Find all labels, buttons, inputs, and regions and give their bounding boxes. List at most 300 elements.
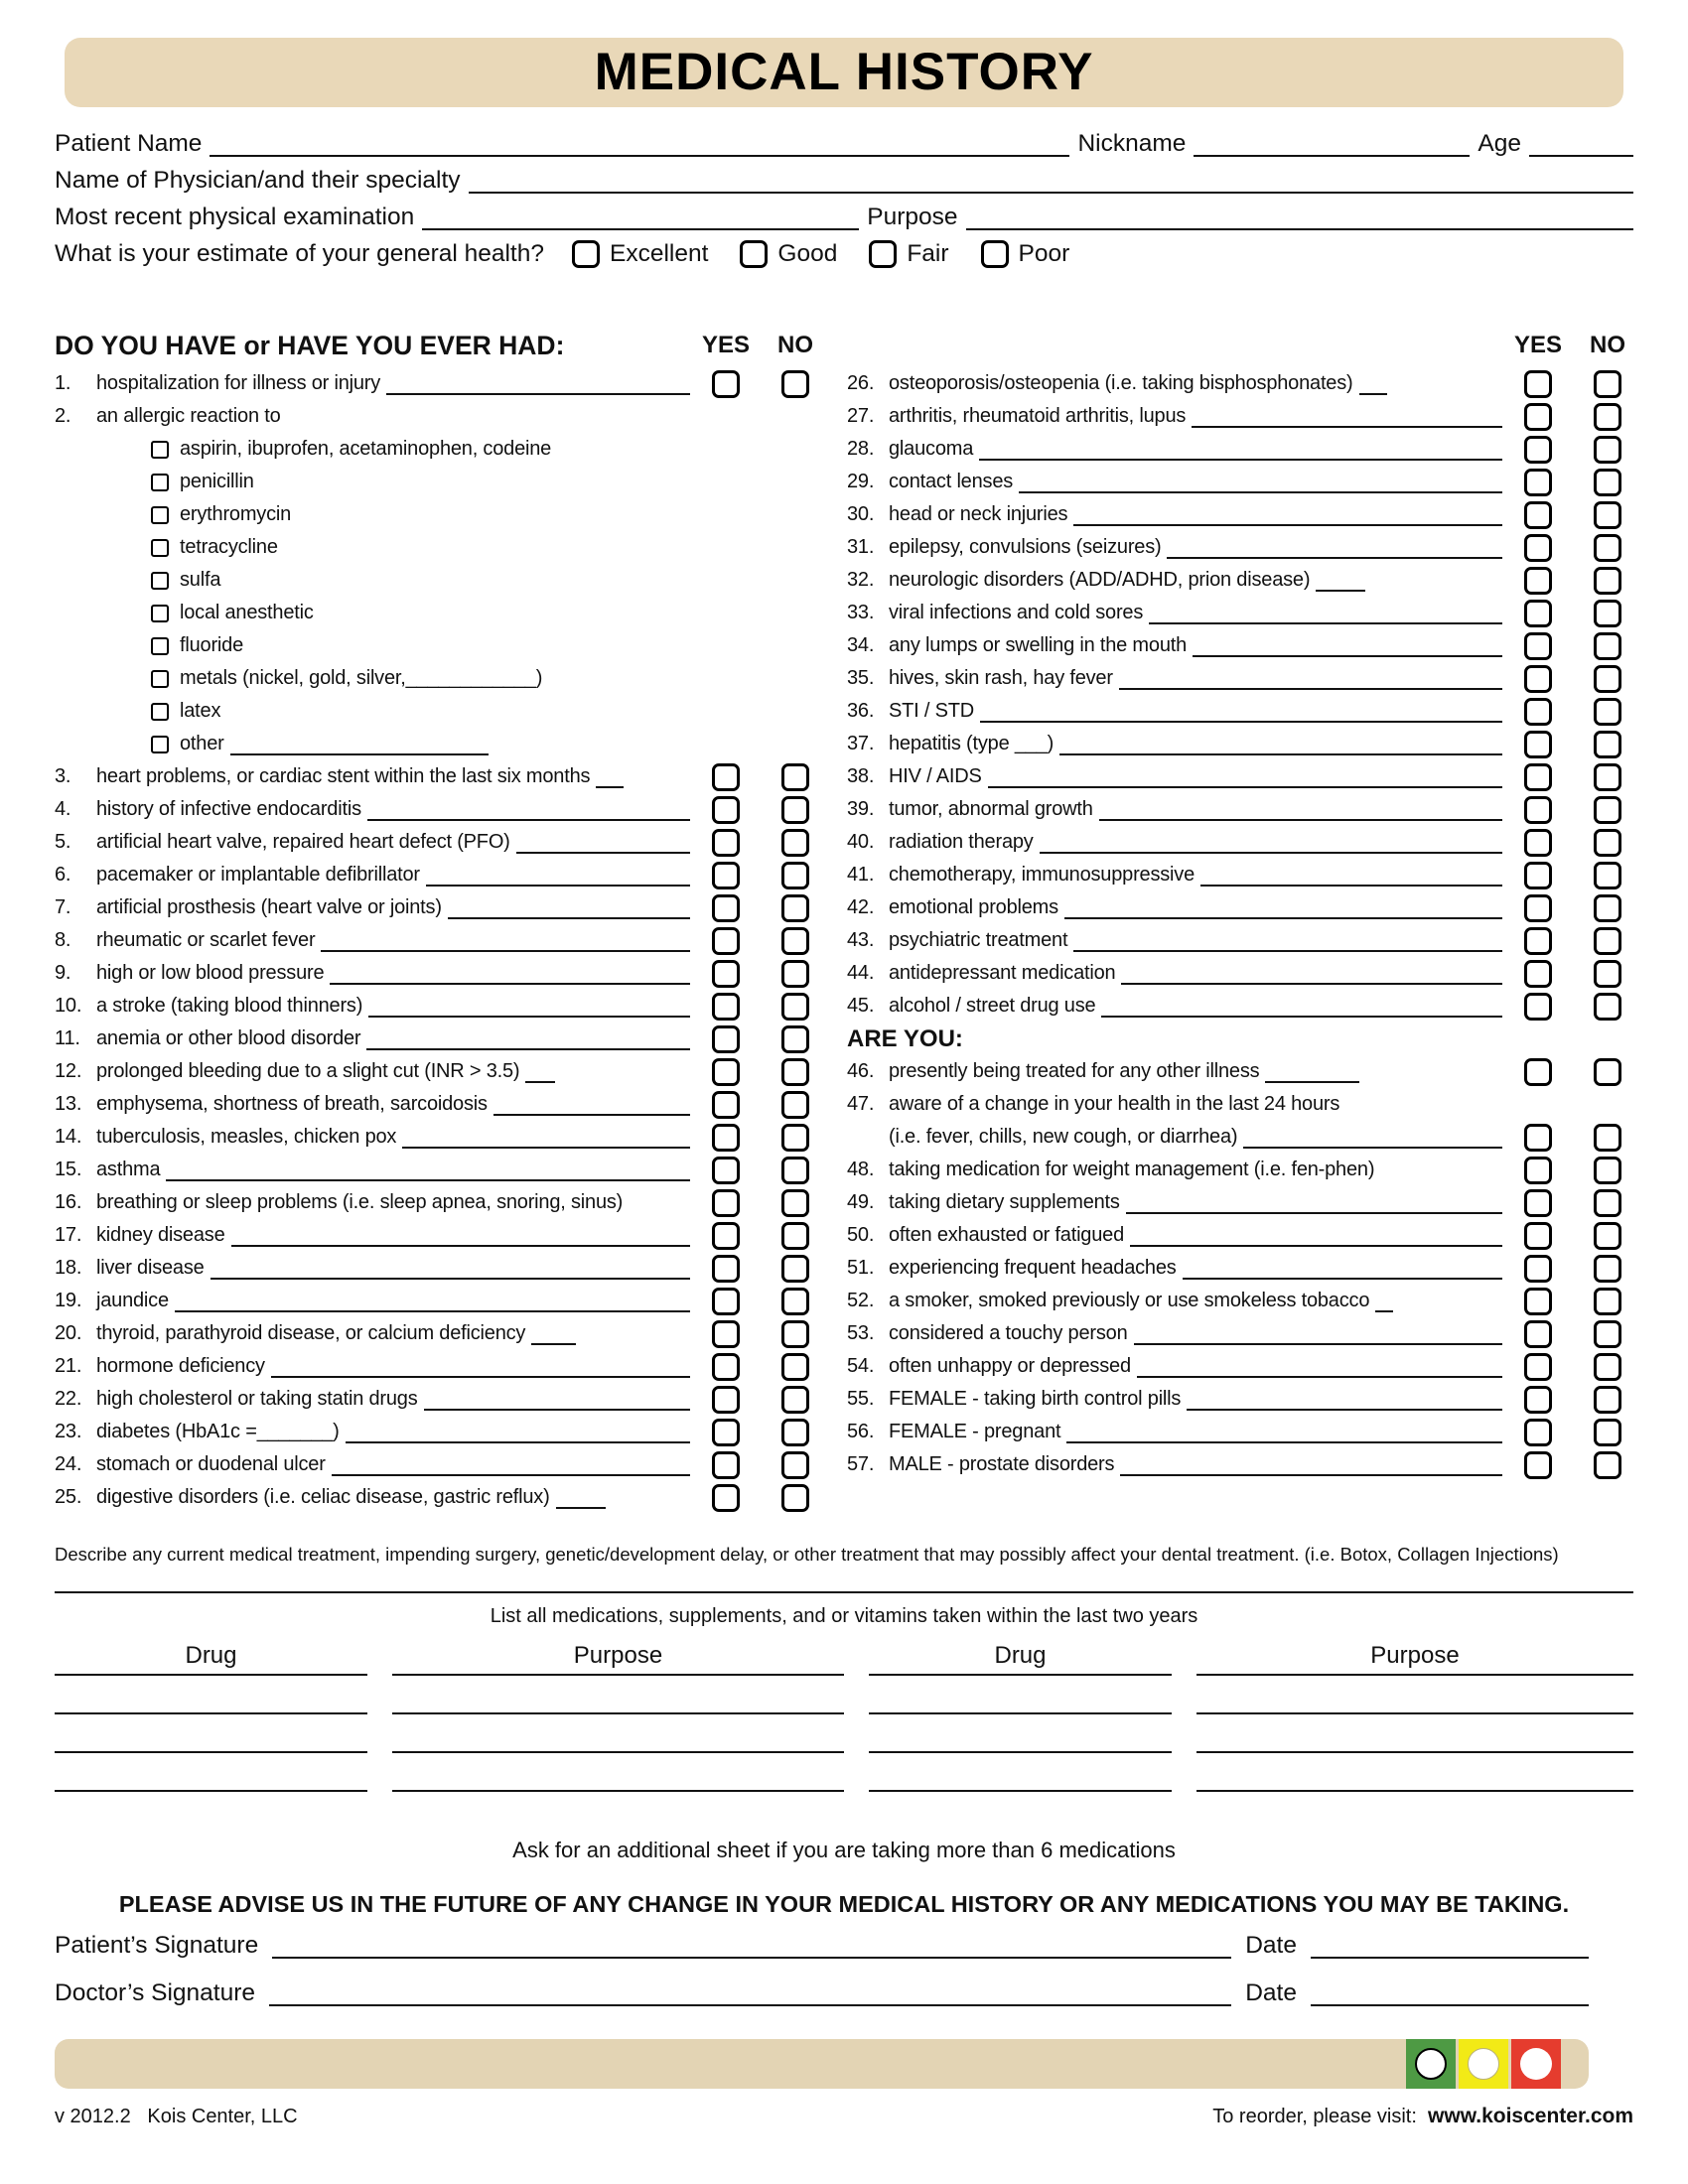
date-label: Date bbox=[1245, 1979, 1297, 2006]
blank-line[interactable] bbox=[211, 1258, 690, 1280]
no-checkbox[interactable] bbox=[781, 1419, 809, 1446]
yes-checkbox[interactable] bbox=[1524, 763, 1552, 791]
medication-entry-line[interactable] bbox=[392, 1753, 844, 1792]
checklist-right-items bbox=[847, 367, 1633, 1481]
no-checkbox[interactable] bbox=[781, 1124, 809, 1152]
yes-no-checkboxes bbox=[1512, 698, 1633, 726]
item-number: 38. bbox=[847, 765, 875, 787]
no-checkbox[interactable] bbox=[1594, 796, 1621, 824]
no-checkbox[interactable] bbox=[1594, 698, 1621, 726]
item-label: artificial heart valve, repaired heart defect (PFO) bbox=[96, 831, 510, 853]
are-you-heading: ARE YOU: bbox=[847, 1024, 963, 1052]
yes-no-checkboxes bbox=[1512, 632, 1633, 660]
no-checkbox[interactable] bbox=[1594, 1124, 1621, 1152]
item-label: (i.e. fever, chills, new cough, or diarrhea) bbox=[889, 1126, 1238, 1148]
item-number: 31. bbox=[847, 536, 875, 558]
checklist-item bbox=[847, 924, 1633, 957]
no-checkbox[interactable] bbox=[781, 960, 809, 988]
yes-no-checkboxes bbox=[1512, 567, 1633, 595]
no-checkbox[interactable] bbox=[1594, 1320, 1621, 1348]
yes-checkbox[interactable] bbox=[712, 1386, 740, 1414]
item-number: 20. bbox=[55, 1322, 82, 1344]
good-checkbox[interactable] bbox=[740, 240, 768, 268]
checklist-item bbox=[55, 1416, 821, 1448]
item-label: any lumps or swelling in the mouth bbox=[889, 634, 1188, 656]
no-checkbox[interactable] bbox=[1594, 1419, 1621, 1446]
blank-line[interactable] bbox=[1149, 603, 1502, 624]
no-checkbox[interactable] bbox=[781, 1353, 809, 1381]
item-number: 19. bbox=[55, 1290, 82, 1311]
yes-checkbox[interactable] bbox=[712, 862, 740, 889]
purpose-header: Purpose bbox=[392, 1642, 844, 1676]
poor-checkbox[interactable] bbox=[981, 240, 1009, 268]
item-number: 48. bbox=[847, 1159, 875, 1180]
blank-line[interactable] bbox=[1134, 1323, 1502, 1345]
checklist-heading: DO YOU HAVE or HAVE YOU EVER HAD: bbox=[55, 330, 565, 360]
no-checkbox[interactable] bbox=[1594, 1353, 1621, 1381]
yes-no-checkboxes bbox=[1512, 731, 1633, 758]
checklist-item bbox=[847, 629, 1633, 662]
item-label: an allergic reaction to bbox=[96, 405, 281, 427]
blank-line[interactable] bbox=[332, 1454, 690, 1476]
item-number: 17. bbox=[55, 1224, 82, 1246]
medication-entry-line[interactable] bbox=[869, 1753, 1172, 1792]
blank-line[interactable] bbox=[1130, 1225, 1502, 1247]
item-number: 24. bbox=[55, 1453, 82, 1475]
physician-field[interactable] bbox=[469, 168, 1633, 194]
item-label: hormone deficiency bbox=[96, 1355, 265, 1377]
blank-line[interactable] bbox=[1073, 930, 1502, 952]
blank-line[interactable] bbox=[1137, 1356, 1502, 1378]
item-label: head or neck injuries bbox=[889, 503, 1068, 525]
yes-checkbox[interactable] bbox=[1524, 1058, 1552, 1086]
no-checkbox[interactable] bbox=[1594, 862, 1621, 889]
blank-line[interactable] bbox=[1099, 799, 1502, 821]
patient-date-field[interactable] bbox=[1311, 1933, 1589, 1959]
medication-entry-line[interactable] bbox=[1196, 1714, 1633, 1753]
checklist-item bbox=[55, 760, 821, 793]
blank-line[interactable] bbox=[1243, 1127, 1502, 1149]
yes-checkbox[interactable] bbox=[712, 1353, 740, 1381]
header-fields bbox=[55, 125, 1633, 272]
blank-line[interactable] bbox=[531, 1323, 576, 1345]
logo-circle bbox=[1520, 2048, 1552, 2080]
yes-checkbox[interactable] bbox=[1524, 1157, 1552, 1184]
yes-checkbox[interactable] bbox=[712, 1025, 740, 1053]
yes-checkbox[interactable] bbox=[712, 960, 740, 988]
blank-line[interactable] bbox=[1126, 1192, 1502, 1214]
yes-no-checkboxes bbox=[1512, 1288, 1633, 1315]
blank-line[interactable] bbox=[1200, 865, 1502, 887]
blank-line[interactable] bbox=[402, 1127, 690, 1149]
no-checkbox[interactable] bbox=[781, 1157, 809, 1184]
blank-line[interactable] bbox=[367, 799, 690, 821]
checklist-item bbox=[847, 1121, 1633, 1154]
nickname-field[interactable] bbox=[1194, 131, 1470, 157]
yes-checkbox[interactable] bbox=[712, 1091, 740, 1119]
yes-checkbox[interactable] bbox=[1524, 1451, 1552, 1479]
no-checkbox[interactable] bbox=[1594, 1255, 1621, 1283]
yes-checkbox[interactable] bbox=[712, 1222, 740, 1250]
medication-entry-line[interactable] bbox=[1196, 1753, 1633, 1792]
blank-line[interactable] bbox=[330, 963, 690, 985]
patient-name-field[interactable] bbox=[210, 131, 1069, 157]
yes-checkbox[interactable] bbox=[712, 1189, 740, 1217]
no-checkbox[interactable] bbox=[781, 1091, 809, 1119]
yes-checkbox[interactable] bbox=[1524, 927, 1552, 955]
blank-line[interactable] bbox=[979, 439, 1502, 461]
no-checkbox[interactable] bbox=[1594, 1189, 1621, 1217]
checklist-item bbox=[55, 695, 821, 728]
item-number: 26. bbox=[847, 372, 875, 394]
blank-line[interactable] bbox=[321, 930, 690, 952]
item-label: HIV / AIDS bbox=[889, 765, 982, 787]
allergy-checkbox[interactable] bbox=[151, 736, 169, 753]
checklist-item bbox=[847, 695, 1633, 728]
blank-line[interactable] bbox=[166, 1160, 690, 1181]
yes-no-checkboxes bbox=[1512, 534, 1633, 562]
item-label: a stroke (taking blood thinners) bbox=[96, 995, 363, 1017]
no-checkbox[interactable] bbox=[781, 1451, 809, 1479]
yes-checkbox[interactable] bbox=[712, 829, 740, 857]
item-label: stomach or duodenal ulcer bbox=[96, 1453, 326, 1475]
no-checkbox[interactable] bbox=[781, 927, 809, 955]
no-checkbox[interactable] bbox=[1594, 436, 1621, 464]
blank-line[interactable] bbox=[1193, 635, 1502, 657]
yes-no-checkboxes bbox=[1512, 665, 1633, 693]
medication-entry-line[interactable] bbox=[55, 1714, 367, 1753]
doctor-signature-field[interactable] bbox=[269, 1980, 1231, 2006]
yes-checkbox[interactable] bbox=[712, 1484, 740, 1512]
no-checkbox[interactable] bbox=[1594, 501, 1621, 529]
no-checkbox[interactable] bbox=[781, 1320, 809, 1348]
yes-checkbox[interactable] bbox=[1524, 1386, 1552, 1414]
item-label: emotional problems bbox=[889, 896, 1058, 918]
yes-no-checkboxes bbox=[1512, 1157, 1633, 1184]
blank-line[interactable] bbox=[230, 734, 489, 755]
yes-no-checkboxes bbox=[1512, 927, 1633, 955]
no-checkbox[interactable] bbox=[781, 763, 809, 791]
blank-line[interactable] bbox=[1019, 472, 1502, 493]
no-checkbox[interactable] bbox=[781, 1288, 809, 1315]
yes-checkbox[interactable] bbox=[1524, 370, 1552, 398]
allergy-checkbox[interactable] bbox=[151, 474, 169, 491]
yes-no-checkboxes bbox=[1512, 1189, 1633, 1217]
no-checkbox[interactable] bbox=[1594, 960, 1621, 988]
blank-line[interactable] bbox=[271, 1356, 690, 1378]
allergy-option-label: fluoride bbox=[180, 634, 243, 656]
yes-no-checkboxes bbox=[1512, 1320, 1633, 1348]
blank-line[interactable] bbox=[424, 1389, 691, 1411]
yes-checkbox[interactable] bbox=[712, 894, 740, 922]
checklist-item bbox=[55, 1121, 821, 1154]
yes-checkbox[interactable] bbox=[1524, 960, 1552, 988]
yes-checkbox[interactable] bbox=[1524, 1353, 1552, 1381]
item-number: 37. bbox=[847, 733, 875, 754]
yes-checkbox[interactable] bbox=[1524, 469, 1552, 496]
logo-green-square bbox=[1406, 2039, 1456, 2089]
excellent-checkbox[interactable] bbox=[572, 240, 600, 268]
blank-line[interactable] bbox=[1073, 504, 1502, 526]
yes-no-checkboxes bbox=[1512, 1386, 1633, 1414]
medication-entry-line[interactable] bbox=[55, 1753, 367, 1792]
item-label: psychiatric treatment bbox=[889, 929, 1068, 951]
blank-line[interactable] bbox=[1066, 1422, 1502, 1443]
no-checkbox[interactable] bbox=[1594, 567, 1621, 595]
no-checkbox[interactable] bbox=[1594, 894, 1621, 922]
item-number: 14. bbox=[55, 1126, 82, 1148]
yes-checkbox[interactable] bbox=[1524, 993, 1552, 1021]
checklist-item bbox=[847, 1252, 1633, 1285]
blank-line[interactable] bbox=[1119, 668, 1502, 690]
checklist-item bbox=[55, 1285, 821, 1317]
no-checkbox[interactable] bbox=[1594, 469, 1621, 496]
medication-entry-line[interactable] bbox=[392, 1676, 844, 1714]
blank-line[interactable] bbox=[1375, 1291, 1393, 1312]
yes-checkbox[interactable] bbox=[1524, 829, 1552, 857]
logo-yellow-square bbox=[1459, 2039, 1508, 2089]
version-number: v 2012.2 bbox=[55, 2106, 131, 2127]
yes-checkbox[interactable] bbox=[1524, 1419, 1552, 1446]
blank-line[interactable] bbox=[1192, 406, 1502, 428]
yes-checkbox[interactable] bbox=[712, 993, 740, 1021]
allergy-option-label: latex bbox=[180, 700, 221, 722]
blank-line[interactable] bbox=[1120, 1454, 1502, 1476]
no-checkbox[interactable] bbox=[1594, 1386, 1621, 1414]
item-number: 33. bbox=[847, 602, 875, 623]
yes-checkbox[interactable] bbox=[1524, 567, 1552, 595]
allergy-checkbox[interactable] bbox=[151, 670, 169, 688]
yes-checkbox[interactable] bbox=[1524, 1189, 1552, 1217]
yes-checkbox[interactable] bbox=[712, 796, 740, 824]
medications-note: List all medications, supplements, and or vitamins taken within the last two years bbox=[490, 1605, 1198, 1627]
item-label: MALE - prostate disorders bbox=[889, 1453, 1115, 1475]
checklist-item bbox=[847, 400, 1633, 433]
blank-line[interactable] bbox=[231, 1225, 690, 1247]
allergy-checkbox[interactable] bbox=[151, 506, 169, 524]
checklist-item bbox=[55, 498, 821, 531]
yes-no-checkboxes bbox=[700, 796, 821, 824]
checklist-item bbox=[847, 662, 1633, 695]
item-label: heart problems, or cardiac stent within the last six months bbox=[96, 765, 591, 787]
no-checkbox[interactable] bbox=[1594, 1058, 1621, 1086]
no-checkbox[interactable] bbox=[1594, 600, 1621, 627]
item-number: 28. bbox=[847, 438, 875, 460]
med-column-drug-2 bbox=[869, 1642, 1172, 1792]
patient-signature-field[interactable] bbox=[272, 1933, 1231, 1959]
item-number: 49. bbox=[847, 1191, 875, 1213]
fair-checkbox[interactable] bbox=[869, 240, 897, 268]
medication-entry-line[interactable] bbox=[392, 1714, 844, 1753]
yes-checkbox[interactable] bbox=[1524, 403, 1552, 431]
yes-checkbox[interactable] bbox=[712, 1255, 740, 1283]
medication-entry-line[interactable] bbox=[869, 1714, 1172, 1753]
checklist-item bbox=[847, 433, 1633, 466]
yes-checkbox[interactable] bbox=[1524, 1320, 1552, 1348]
no-checkbox[interactable] bbox=[1594, 1451, 1621, 1479]
blank-line[interactable] bbox=[1183, 1258, 1502, 1280]
item-label: viral infections and cold sores bbox=[889, 602, 1144, 623]
no-checkbox[interactable] bbox=[1594, 763, 1621, 791]
age-field[interactable] bbox=[1529, 131, 1633, 157]
checklist-item bbox=[847, 1055, 1633, 1088]
yes-checkbox[interactable] bbox=[1524, 1222, 1552, 1250]
no-checkbox[interactable] bbox=[1594, 829, 1621, 857]
checklist-item bbox=[847, 1285, 1633, 1317]
no-checkbox[interactable] bbox=[781, 1484, 809, 1512]
page-title: MEDICAL HISTORY bbox=[594, 43, 1094, 101]
yes-checkbox[interactable] bbox=[1524, 731, 1552, 758]
allergy-checkbox[interactable] bbox=[151, 572, 169, 590]
treatment-field[interactable] bbox=[55, 1566, 1633, 1593]
blank-line[interactable] bbox=[1064, 897, 1502, 919]
no-checkbox[interactable] bbox=[1594, 927, 1621, 955]
yes-checkbox[interactable] bbox=[712, 370, 740, 398]
blank-line[interactable] bbox=[1187, 1389, 1502, 1411]
no-checkbox[interactable] bbox=[1594, 1288, 1621, 1315]
yes-checkbox[interactable] bbox=[712, 1124, 740, 1152]
checklist-item bbox=[847, 1219, 1633, 1252]
blank-line[interactable] bbox=[175, 1291, 690, 1312]
checklist-left-column bbox=[55, 324, 821, 1514]
yes-checkbox[interactable] bbox=[1524, 894, 1552, 922]
yes-checkbox[interactable] bbox=[712, 1288, 740, 1315]
yes-checkbox[interactable] bbox=[712, 1058, 740, 1086]
checklist-item bbox=[55, 891, 821, 924]
logo-circle bbox=[1415, 2048, 1447, 2080]
allergy-checkbox[interactable] bbox=[151, 539, 169, 557]
blank-line[interactable] bbox=[988, 766, 1502, 788]
no-checkbox[interactable] bbox=[781, 993, 809, 1021]
yes-checkbox[interactable] bbox=[712, 1157, 740, 1184]
physician-label: Name of Physician/and their specialty bbox=[55, 166, 461, 194]
item-label: aware of a change in your health in the last 24 hours bbox=[889, 1093, 1340, 1115]
yes-checkbox[interactable] bbox=[712, 763, 740, 791]
item-number: 8. bbox=[55, 929, 71, 951]
yes-no-checkboxes bbox=[1512, 501, 1633, 529]
allergy-checkbox[interactable] bbox=[151, 441, 169, 459]
health-option-good bbox=[740, 240, 837, 268]
checklist-item bbox=[55, 1350, 821, 1383]
no-checkbox[interactable] bbox=[781, 1386, 809, 1414]
checklist-item bbox=[55, 1088, 821, 1121]
yes-checkbox[interactable] bbox=[1524, 501, 1552, 529]
item-label: anemia or other blood disorder bbox=[96, 1027, 361, 1049]
blank-line[interactable] bbox=[980, 701, 1502, 723]
no-checkbox[interactable] bbox=[1594, 665, 1621, 693]
no-checkbox[interactable] bbox=[781, 370, 809, 398]
item-number: 46. bbox=[847, 1060, 875, 1082]
blank-line[interactable] bbox=[346, 1422, 690, 1443]
item-number: 1. bbox=[55, 372, 71, 394]
yes-checkbox[interactable] bbox=[1524, 796, 1552, 824]
yes-checkbox[interactable] bbox=[1524, 862, 1552, 889]
blank-line[interactable] bbox=[596, 766, 624, 788]
no-checkbox[interactable] bbox=[781, 862, 809, 889]
blank-line[interactable] bbox=[1059, 734, 1502, 755]
blank-line[interactable] bbox=[1101, 996, 1502, 1018]
blank-line[interactable] bbox=[1316, 570, 1365, 592]
blank-line[interactable] bbox=[426, 865, 690, 887]
no-checkbox[interactable] bbox=[781, 1025, 809, 1053]
item-label: breathing or sleep problems (i.e. sleep apnea, snoring, sinus) bbox=[96, 1191, 624, 1213]
yes-checkbox[interactable] bbox=[1524, 1255, 1552, 1283]
blank-line[interactable] bbox=[525, 1061, 555, 1083]
item-number: 29. bbox=[847, 471, 875, 492]
no-checkbox[interactable] bbox=[781, 1058, 809, 1086]
item-number: 23. bbox=[55, 1421, 82, 1442]
blank-line[interactable] bbox=[493, 1094, 690, 1116]
item-number: 4. bbox=[55, 798, 71, 820]
drug-header: Drug bbox=[869, 1642, 1172, 1676]
blank-line[interactable] bbox=[1040, 832, 1502, 854]
yes-checkbox[interactable] bbox=[712, 927, 740, 955]
no-checkbox[interactable] bbox=[1594, 632, 1621, 660]
allergy-checkbox[interactable] bbox=[151, 703, 169, 721]
no-checkbox[interactable] bbox=[1594, 731, 1621, 758]
no-checkbox[interactable] bbox=[1594, 1157, 1621, 1184]
no-checkbox[interactable] bbox=[781, 1255, 809, 1283]
yes-checkbox[interactable] bbox=[1524, 632, 1552, 660]
yes-checkbox[interactable] bbox=[712, 1451, 740, 1479]
yes-no-checkboxes bbox=[1512, 469, 1633, 496]
blank-line[interactable] bbox=[1121, 963, 1502, 985]
yes-checkbox[interactable] bbox=[1524, 534, 1552, 562]
yes-checkbox[interactable] bbox=[1524, 698, 1552, 726]
no-checkbox[interactable] bbox=[781, 1222, 809, 1250]
checklist-section bbox=[55, 324, 1633, 1514]
blank-line[interactable] bbox=[386, 373, 690, 395]
reorder-url[interactable]: www.koiscenter.com bbox=[1428, 2105, 1633, 2127]
no-checkbox[interactable] bbox=[781, 829, 809, 857]
yes-checkbox[interactable] bbox=[1524, 1124, 1552, 1152]
blank-line[interactable] bbox=[1167, 537, 1502, 559]
purpose-field[interactable] bbox=[966, 205, 1634, 230]
blank-line[interactable] bbox=[1265, 1061, 1359, 1083]
blank-line[interactable] bbox=[556, 1487, 606, 1509]
no-checkbox[interactable] bbox=[1594, 993, 1621, 1021]
checklist-item bbox=[55, 1448, 821, 1481]
no-checkbox[interactable] bbox=[781, 796, 809, 824]
item-number: 56. bbox=[847, 1421, 875, 1442]
allergy-checkbox[interactable] bbox=[151, 605, 169, 622]
no-checkbox[interactable] bbox=[1594, 370, 1621, 398]
item-label: high cholesterol or taking statin drugs bbox=[96, 1388, 418, 1410]
exam-field[interactable] bbox=[422, 205, 859, 230]
blank-line[interactable] bbox=[366, 1028, 690, 1050]
no-checkbox[interactable] bbox=[1594, 403, 1621, 431]
no-checkbox[interactable] bbox=[1594, 534, 1621, 562]
no-checkbox[interactable] bbox=[781, 894, 809, 922]
yes-checkbox[interactable] bbox=[1524, 436, 1552, 464]
yes-checkbox[interactable] bbox=[712, 1320, 740, 1348]
yes-checkbox[interactable] bbox=[1524, 600, 1552, 627]
blank-line[interactable] bbox=[448, 897, 690, 919]
doctor-date-field[interactable] bbox=[1311, 1980, 1589, 2006]
no-checkbox[interactable] bbox=[781, 1189, 809, 1217]
blank-line[interactable] bbox=[368, 996, 690, 1018]
yes-checkbox[interactable] bbox=[712, 1419, 740, 1446]
medication-entry-line[interactable] bbox=[55, 1676, 367, 1714]
medication-entry-line[interactable] bbox=[1196, 1676, 1633, 1714]
allergy-checkbox[interactable] bbox=[151, 637, 169, 655]
blank-line[interactable] bbox=[516, 832, 690, 854]
medication-entry-line[interactable] bbox=[869, 1676, 1172, 1714]
yes-checkbox[interactable] bbox=[1524, 665, 1552, 693]
blank-line[interactable] bbox=[1359, 373, 1387, 395]
yes-checkbox[interactable] bbox=[1524, 1288, 1552, 1315]
no-checkbox[interactable] bbox=[1594, 1222, 1621, 1250]
